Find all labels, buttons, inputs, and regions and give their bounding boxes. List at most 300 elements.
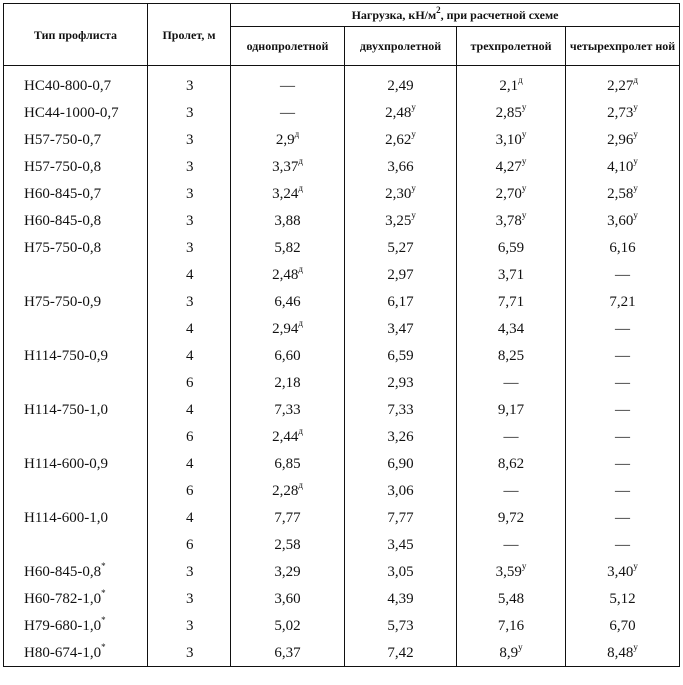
load-value-text: 2,9 — [275, 131, 295, 148]
load-value-text: 6,59 — [387, 347, 414, 364]
profile-type-text: Н60-845-0,8 — [24, 212, 102, 229]
profile-type-text: Н114-750-1,0 — [24, 401, 109, 418]
cell-profile-type — [4, 477, 148, 504]
load-value-text: 3,06 — [387, 482, 414, 499]
table-row — [4, 396, 680, 423]
header-type: Тип профлиста — [4, 4, 148, 66]
load-value-text: — — [503, 536, 519, 553]
cell-profile-type — [4, 531, 148, 558]
load-value-text: 5,02 — [274, 617, 301, 634]
profile-type-mark: * — [101, 614, 106, 625]
table-row — [4, 99, 680, 126]
load-table-container — [3, 3, 680, 667]
cell-load-value — [457, 612, 566, 639]
load-value-mark: д — [298, 479, 303, 490]
header-scheme-triple: трехпролетной — [457, 27, 566, 66]
load-value-text: 8,9 — [499, 644, 519, 661]
cell-load-value — [457, 369, 566, 396]
cell-profile-type — [4, 207, 148, 234]
table-body — [4, 66, 680, 667]
table-row — [4, 423, 680, 450]
cell-load-value — [345, 369, 457, 396]
profile-type-text: НС40-800-0,7 — [24, 77, 112, 94]
load-value-text: 7,71 — [497, 293, 525, 310]
cell-load-value — [231, 207, 345, 234]
profile-type-text: Н114-600-1,0 — [24, 509, 109, 526]
cell-load-value — [457, 477, 566, 504]
load-value-text: 5,12 — [609, 590, 636, 607]
cell-span: 4 — [148, 261, 231, 288]
load-value-text: 6,90 — [387, 455, 414, 472]
cell-load-value — [457, 99, 566, 126]
load-value-text: — — [615, 482, 630, 499]
cell-load-value — [457, 504, 566, 531]
cell-span: 3 — [148, 153, 231, 180]
load-value-text: 7,16 — [497, 617, 525, 634]
table-row — [4, 207, 680, 234]
load-value-mark: у — [521, 182, 527, 193]
cell-profile-type — [4, 450, 148, 477]
load-value-text: — — [615, 266, 630, 283]
table-row — [4, 180, 680, 207]
cell-span: 3 — [148, 288, 231, 315]
cell-load-value — [345, 234, 457, 261]
cell-load-value — [566, 558, 680, 585]
load-value-mark: у — [411, 209, 416, 220]
cell-load-value — [566, 261, 680, 288]
load-value-text: 2,58 — [607, 185, 634, 202]
cell-load-value — [231, 153, 345, 180]
load-value-text: 4,10 — [607, 158, 634, 175]
load-value-text: 4,27 — [495, 158, 522, 175]
load-value-mark: у — [521, 128, 527, 139]
load-value-text: 5,27 — [387, 239, 414, 256]
table-row — [4, 450, 680, 477]
cell-load-value — [231, 612, 345, 639]
cell-load-value — [457, 180, 566, 207]
profile-type-text: Н60-845-0,8 — [24, 563, 102, 580]
header-load-unit-sup: 2 — [436, 5, 441, 15]
load-value-text: 3,88 — [274, 212, 301, 229]
header-load-suffix: , при расчетной схеме — [440, 8, 559, 22]
cell-span: 3 — [148, 180, 231, 207]
load-value-mark: у — [518, 641, 523, 652]
cell-load-value — [457, 558, 566, 585]
load-value-text: — — [503, 482, 519, 499]
cell-load-value — [345, 153, 457, 180]
load-value-text: 7,21 — [609, 293, 636, 310]
table-row — [4, 504, 680, 531]
cell-span: 4 — [148, 396, 231, 423]
cell-load-value — [345, 531, 457, 558]
load-value-text: 7,42 — [387, 644, 414, 661]
load-value-text: 3,26 — [387, 428, 414, 445]
cell-profile-type — [4, 396, 148, 423]
profile-type-mark: * — [101, 641, 106, 652]
cell-span: 3 — [148, 612, 231, 639]
table-row — [4, 234, 680, 261]
cell-load-value — [566, 99, 680, 126]
cell-load-value — [566, 126, 680, 153]
cell-profile-type — [4, 288, 148, 315]
cell-load-value — [566, 369, 680, 396]
cell-load-value — [345, 504, 457, 531]
cell-span: 4 — [148, 342, 231, 369]
table-row — [4, 585, 680, 612]
load-value-text: 2,27 — [607, 77, 634, 94]
cell-load-value — [231, 450, 345, 477]
load-value-text: 2,97 — [387, 266, 414, 283]
load-value-text: 3,24 — [272, 185, 299, 202]
cell-load-value — [231, 585, 345, 612]
cell-load-value — [345, 288, 457, 315]
cell-load-value — [566, 315, 680, 342]
load-value-text: 5,82 — [274, 239, 301, 256]
load-value-text: 3,29 — [274, 563, 301, 580]
cell-load-value — [231, 234, 345, 261]
load-value-text: 6,17 — [387, 293, 414, 310]
cell-load-value — [566, 180, 680, 207]
cell-load-value — [457, 261, 566, 288]
cell-load-value — [566, 477, 680, 504]
cell-load-value — [457, 234, 566, 261]
cell-load-value — [457, 153, 566, 180]
load-value-text: — — [503, 428, 519, 445]
cell-load-value — [457, 66, 566, 100]
table-row — [4, 315, 680, 342]
load-value-text: 2,1 — [499, 77, 519, 94]
cell-span: 3 — [148, 207, 231, 234]
header-load-group — [231, 4, 680, 27]
cell-load-value — [457, 531, 566, 558]
cell-load-value — [566, 504, 680, 531]
profile-type-text: Н79-680-1,0 — [24, 617, 102, 634]
load-value-text: 6,37 — [274, 644, 301, 661]
table-row — [4, 639, 680, 667]
cell-load-value — [566, 153, 680, 180]
load-value-text: 7,33 — [387, 401, 414, 418]
cell-load-value — [231, 531, 345, 558]
load-value-mark: у — [633, 128, 638, 139]
load-value-mark: у — [633, 209, 638, 220]
load-value-text: 3,40 — [607, 563, 634, 580]
cell-load-value — [345, 261, 457, 288]
cell-profile-type — [4, 180, 148, 207]
table-row — [4, 477, 680, 504]
cell-load-value — [566, 234, 680, 261]
cell-load-value — [566, 531, 680, 558]
load-value-mark: у — [411, 182, 416, 193]
cell-load-value — [457, 639, 566, 667]
cell-span: 3 — [148, 558, 231, 585]
load-value-text: — — [615, 320, 630, 337]
cell-load-value — [566, 396, 680, 423]
load-value-text: — — [615, 428, 630, 445]
table-row — [4, 342, 680, 369]
table-row — [4, 126, 680, 153]
load-value-text: 3,66 — [387, 158, 414, 175]
load-value-text: — — [615, 509, 630, 526]
load-value-text: 5,48 — [497, 590, 525, 607]
table-row — [4, 558, 680, 585]
cell-load-value — [231, 423, 345, 450]
cell-profile-type — [4, 369, 148, 396]
load-value-text: 2,93 — [387, 374, 414, 391]
cell-profile-type — [4, 423, 148, 450]
load-value-text: 7,77 — [387, 509, 414, 526]
cell-span: 6 — [148, 531, 231, 558]
load-value-mark: д — [633, 74, 638, 85]
load-value-text: — — [615, 374, 630, 391]
cell-load-value — [231, 558, 345, 585]
load-value-text: 3,45 — [387, 536, 414, 553]
table-row — [4, 153, 680, 180]
cell-load-value — [231, 639, 345, 667]
cell-load-value — [345, 342, 457, 369]
load-value-mark: д — [298, 263, 303, 274]
cell-profile-type — [4, 585, 148, 612]
cell-span: 4 — [148, 504, 231, 531]
load-value-text: 8,62 — [497, 455, 525, 472]
table-row — [4, 288, 680, 315]
cell-span: 3 — [148, 126, 231, 153]
cell-load-value — [457, 288, 566, 315]
load-value-mark: у — [633, 101, 638, 112]
load-value-text: 8,25 — [497, 347, 525, 364]
cell-profile-type — [4, 612, 148, 639]
table-header — [4, 4, 680, 66]
load-value-text: 2,30 — [385, 185, 412, 202]
load-value-text: 3,59 — [495, 563, 522, 580]
cell-load-value — [345, 423, 457, 450]
cell-span: 3 — [148, 639, 231, 667]
cell-span: 3 — [148, 585, 231, 612]
load-value-mark: у — [633, 641, 638, 652]
load-value-text: — — [503, 374, 519, 391]
load-value-mark: у — [521, 101, 527, 112]
cell-load-value — [345, 207, 457, 234]
cell-load-value — [231, 477, 345, 504]
cell-profile-type — [4, 639, 148, 667]
header-span: Пролет, м — [148, 4, 231, 66]
load-value-text: 2,28 — [272, 482, 299, 499]
profile-type-text: Н60-782-1,0 — [24, 590, 102, 607]
profile-type-text: Н114-600-0,9 — [24, 455, 109, 472]
table-row — [4, 531, 680, 558]
cell-load-value — [457, 450, 566, 477]
load-value-text: 3,25 — [385, 212, 412, 229]
cell-load-value — [457, 585, 566, 612]
load-value-text: 8,48 — [607, 644, 634, 661]
cell-load-value — [231, 315, 345, 342]
load-value-text: 2,94 — [272, 320, 299, 337]
load-value-text: 7,33 — [274, 401, 301, 418]
cell-load-value — [457, 342, 566, 369]
cell-load-value — [231, 342, 345, 369]
load-value-mark: у — [411, 128, 416, 139]
profile-type-text: Н114-750-0,9 — [24, 347, 109, 364]
cell-load-value — [231, 396, 345, 423]
load-value-text: 3,47 — [387, 320, 414, 337]
load-value-mark: д — [298, 317, 303, 328]
load-value-text: 3,60 — [607, 212, 634, 229]
load-value-mark: у — [633, 560, 638, 571]
load-value-mark: у — [521, 560, 527, 571]
cell-profile-type — [4, 504, 148, 531]
cell-load-value — [566, 342, 680, 369]
cell-load-value — [457, 207, 566, 234]
load-value-text: 2,85 — [495, 104, 522, 121]
load-value-text: — — [280, 77, 295, 94]
load-value-text: 4,34 — [497, 320, 525, 337]
profile-type-mark: * — [101, 587, 106, 598]
cell-span: 3 — [148, 234, 231, 261]
cell-load-value — [566, 612, 680, 639]
table-row — [4, 612, 680, 639]
profile-type-text: Н75-750-0,8 — [24, 239, 102, 256]
cell-load-value — [566, 585, 680, 612]
load-value-mark: д — [518, 74, 523, 85]
load-value-mark: у — [411, 101, 416, 112]
cell-profile-type — [4, 261, 148, 288]
profile-type-text: Н80-674-1,0 — [24, 644, 102, 661]
load-value-text: 3,37 — [272, 158, 299, 175]
cell-load-value — [345, 66, 457, 100]
cell-load-value — [345, 558, 457, 585]
load-value-text: — — [615, 401, 630, 418]
cell-load-value — [231, 369, 345, 396]
cell-load-value — [345, 585, 457, 612]
load-value-text: 6,60 — [274, 347, 301, 364]
load-value-mark: д — [298, 425, 303, 436]
cell-span: 3 — [148, 99, 231, 126]
load-value-text: 6,16 — [609, 239, 636, 256]
cell-span: 6 — [148, 423, 231, 450]
header-scheme-single: однопролетной — [231, 27, 345, 66]
cell-load-value — [231, 66, 345, 100]
cell-load-value — [566, 450, 680, 477]
header-scheme-quadruple: четырехпролет ной — [566, 27, 680, 66]
cell-span: 3 — [148, 66, 231, 100]
cell-load-value — [566, 639, 680, 667]
profile-type-text: Н60-845-0,7 — [24, 185, 102, 202]
profile-type-text: Н75-750-0,9 — [24, 293, 102, 310]
cell-load-value — [345, 612, 457, 639]
cell-load-value — [345, 180, 457, 207]
cell-load-value — [345, 126, 457, 153]
profile-type-text: Н57-750-0,7 — [24, 131, 102, 148]
cell-profile-type — [4, 342, 148, 369]
cell-load-value — [566, 423, 680, 450]
load-value-mark: д — [294, 128, 300, 139]
load-value-mark: у — [633, 155, 638, 166]
load-table — [3, 3, 680, 667]
cell-load-value — [566, 288, 680, 315]
cell-load-value — [345, 450, 457, 477]
header-load-prefix: Нагрузка, кН/м — [351, 8, 437, 22]
table-row — [4, 66, 680, 100]
cell-load-value — [457, 423, 566, 450]
profile-type-text: НС44-1000-0,7 — [24, 104, 119, 121]
cell-load-value — [566, 66, 680, 100]
load-value-text: 2,62 — [385, 131, 412, 148]
cell-load-value — [345, 477, 457, 504]
load-value-mark: д — [298, 155, 303, 166]
load-value-text: 9,72 — [497, 509, 525, 526]
table-row — [4, 369, 680, 396]
load-value-text: 3,60 — [274, 590, 301, 607]
cell-load-value — [231, 126, 345, 153]
cell-profile-type — [4, 558, 148, 585]
load-value-text: — — [615, 536, 630, 553]
load-value-text: — — [615, 455, 630, 472]
cell-load-value — [457, 315, 566, 342]
cell-load-value — [231, 99, 345, 126]
cell-load-value — [457, 126, 566, 153]
load-value-text: 2,96 — [607, 131, 634, 148]
load-value-text: 9,17 — [497, 401, 525, 418]
load-value-mark: д — [298, 182, 303, 193]
load-value-text: 3,10 — [495, 131, 522, 148]
cell-profile-type — [4, 126, 148, 153]
load-value-text: 2,48 — [385, 104, 412, 121]
load-value-mark: у — [521, 209, 527, 220]
load-value-text: 2,49 — [387, 77, 414, 94]
cell-load-value — [345, 99, 457, 126]
cell-load-value — [457, 396, 566, 423]
load-value-text: 2,73 — [607, 104, 634, 121]
cell-span: 6 — [148, 369, 231, 396]
load-value-text: 5,73 — [387, 617, 414, 634]
cell-load-value — [231, 180, 345, 207]
cell-span: 4 — [148, 315, 231, 342]
load-value-text: 6,85 — [274, 455, 301, 472]
cell-load-value — [566, 207, 680, 234]
load-value-text: 2,44 — [272, 428, 299, 445]
load-value-mark: у — [633, 182, 638, 193]
load-value-text: — — [615, 347, 630, 364]
cell-span: 4 — [148, 450, 231, 477]
cell-profile-type — [4, 99, 148, 126]
load-value-text: 3,71 — [497, 266, 525, 283]
cell-load-value — [345, 396, 457, 423]
load-value-text: 2,18 — [274, 374, 301, 391]
cell-load-value — [345, 315, 457, 342]
profile-type-text: Н57-750-0,8 — [24, 158, 102, 175]
load-value-text: 3,05 — [387, 563, 414, 580]
load-value-text: 2,48 — [272, 266, 299, 283]
cell-profile-type — [4, 315, 148, 342]
load-value-text: 2,70 — [495, 185, 522, 202]
cell-load-value — [231, 288, 345, 315]
profile-type-mark: * — [101, 560, 106, 571]
cell-span: 6 — [148, 477, 231, 504]
load-value-text: 3,78 — [495, 212, 522, 229]
load-value-text: 7,77 — [274, 509, 301, 526]
cell-load-value — [231, 261, 345, 288]
load-value-text: 6,46 — [274, 293, 301, 310]
cell-load-value — [345, 639, 457, 667]
load-value-mark: у — [521, 155, 527, 166]
cell-load-value — [231, 504, 345, 531]
load-value-text: 6,59 — [497, 239, 525, 256]
header-scheme-double: двухпролетной — [345, 27, 457, 66]
cell-profile-type — [4, 234, 148, 261]
load-value-text: 2,58 — [274, 536, 301, 553]
cell-profile-type — [4, 66, 148, 100]
table-row — [4, 261, 680, 288]
load-value-text: 6,70 — [609, 617, 636, 634]
